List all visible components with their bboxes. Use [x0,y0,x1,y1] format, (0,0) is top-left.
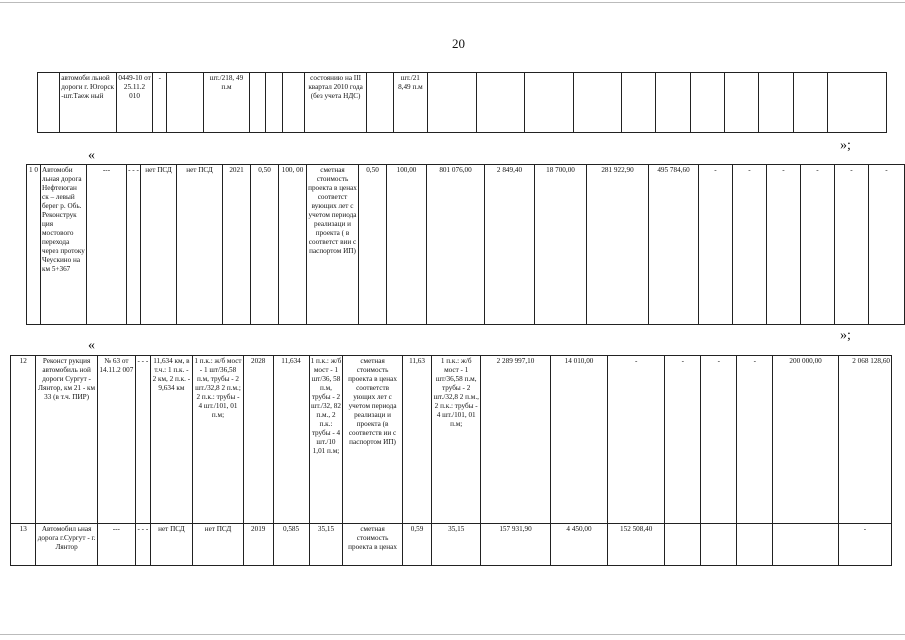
cell: 0,59 [402,524,432,566]
cell [656,73,690,133]
cell-amount: 14 010,00 [550,356,607,524]
cell: 1 п.к.: ж/б мост - 1 шт/36,58 п.м, трубы - 2 шт./32,8 2 п.м., 2 п.к.: трубы - 4 шт./101, 01 п.м; [432,356,481,524]
cell: нет ПСД [141,165,177,325]
table-block-b [26,164,905,325]
closing-quote-2: »; [840,328,851,343]
cell [737,524,773,566]
cell: - [767,165,801,325]
opening-quote-1: « [88,148,95,163]
cell-amount: 2 289 997,10 [481,356,551,524]
cell: 100, 00 [279,165,307,325]
cell: 35,15 [309,524,343,566]
cell-capacity: шт./218, 49 п.м [203,73,249,133]
cell-cost-basis: сметная стоимость проекта в ценах соответст вующих лет с учетом периода реализаци и проекта ( в соответст вии с паспортом ИП) [307,165,359,325]
cell-year: 2019 [243,524,273,566]
cell: 0,585 [273,524,309,566]
cell [38,73,60,133]
cell-row-number: 12 [11,356,36,524]
cell-row-number: 13 [11,524,36,566]
cell-amount: - [608,356,665,524]
cell-cost-basis: сметная стоимость проекта в ценах [343,524,402,566]
cell-object-name: Реконст рукция автомобиль ной дороги Сургут - Лянтор, км 21 - км 33 (в т.ч. ПИР) [36,356,97,524]
scan-edge-bottom [0,634,905,635]
cell-doc: --- [87,165,127,325]
cell-object-name: Автомоби льная дорога Нефтеюган ск – левый берег р. Обь. Реконструк ция мостового перехода через протоку Чеускино на км 5+367 [41,165,87,325]
cell [573,73,622,133]
cell: 11,63 [402,356,432,524]
cell-cost-basis: состоянию на III квартал 2010 года (без учета НДС) [304,73,367,133]
cell-year: 2028 [243,356,273,524]
cell-amount: 157 931,90 [481,524,551,566]
cell [367,73,393,133]
cell [725,73,759,133]
cell-doc: 0449-10 от 25.11.2 010 [116,73,152,133]
cell-amount: 200 000,00 [773,356,839,524]
cell-amount: 495 784,60 [649,165,699,325]
table-row [11,524,892,566]
cell-amount: 281 922,90 [587,165,649,325]
cell: - - - [127,165,141,325]
cell: 0,50 [251,165,279,325]
cell [428,73,477,133]
cell [167,73,203,133]
table-row [27,165,905,325]
cell-amount: 4 450,00 [550,524,607,566]
table-row [11,356,892,524]
cell: 0,50 [359,165,387,325]
cell [525,73,574,133]
cell: - [699,165,733,325]
cell: 35,15 [432,524,481,566]
cell: - [665,356,701,524]
cell: - [733,165,767,325]
cell [622,73,656,133]
cell: - [869,165,905,325]
cell [690,73,724,133]
cell-amount: 801 076,00 [427,165,485,325]
cell-amount: 152 508,40 [608,524,665,566]
cell-year: 2021 [223,165,251,325]
cell [759,73,793,133]
table-block-c [10,355,892,566]
table-block-a [37,72,887,133]
cell-cost-basis: сметная стоимость проекта в ценах соответств ующих лет с учетом периода реализаци и проекта (в соответств ии с паспортом ИП) [343,356,402,524]
cell: - [801,165,835,325]
cell: - [838,524,891,566]
cell: нет ПСД [193,524,244,566]
cell: - - - [135,356,150,524]
cell-row-number: 1 0 [27,165,41,325]
cell-object-name: Автомобил ьная дорога г.Сургут - г. Лянтор [36,524,97,566]
cell: - - - [135,524,150,566]
cell [266,73,282,133]
cell: 1 п.к.: ж/б мост - 1 шт/36, 58 п.м, трубы - 2 шт./32, 82 п.м., 2 п.к.: трубы - 4 шт./10 1,01 п.м; [309,356,343,524]
cell [701,524,737,566]
cell-doc: --- [97,524,135,566]
cell: 11,634 км, в т.ч.: 1 п.к. - 2 км, 2 п.к. - 9,634 км [150,356,192,524]
cell: - [835,165,869,325]
cell: 100,00 [387,165,427,325]
cell-capacity-2: шт./21 8,49 п.м [393,73,427,133]
scan-edge-top [0,2,905,3]
cell [476,73,525,133]
page-number: 20 [452,36,465,51]
cell [773,524,839,566]
cell: нет ПСД [177,165,223,325]
cell: - [701,356,737,524]
cell-amount: 18 700,00 [535,165,587,325]
cell: - [153,73,167,133]
cell: 1 п.к.: ж/б мост - 1 шт/36,58 п.м, трубы - 2 шт./32,8 2 п.м.; 2 п.к.: трубы - 4 шт./101, 01 п.м; [193,356,244,524]
opening-quote-2: « [88,338,95,353]
cell [250,73,266,133]
table-row [38,73,887,133]
cell-object-name: автомоби льной дороги г. Югорск -шт.Таеж ный [60,73,117,133]
cell-amount: 2 849,40 [485,165,535,325]
cell-amount: 2 068 128,60 [838,356,891,524]
cell [828,73,887,133]
cell-doc: № 63 от 14.11.2 007 [97,356,135,524]
cell: нет ПСД [150,524,192,566]
cell: 11,634 [273,356,309,524]
cell [665,524,701,566]
cell: - [737,356,773,524]
cell [282,73,304,133]
closing-quote-1: »; [840,138,851,153]
cell [793,73,827,133]
